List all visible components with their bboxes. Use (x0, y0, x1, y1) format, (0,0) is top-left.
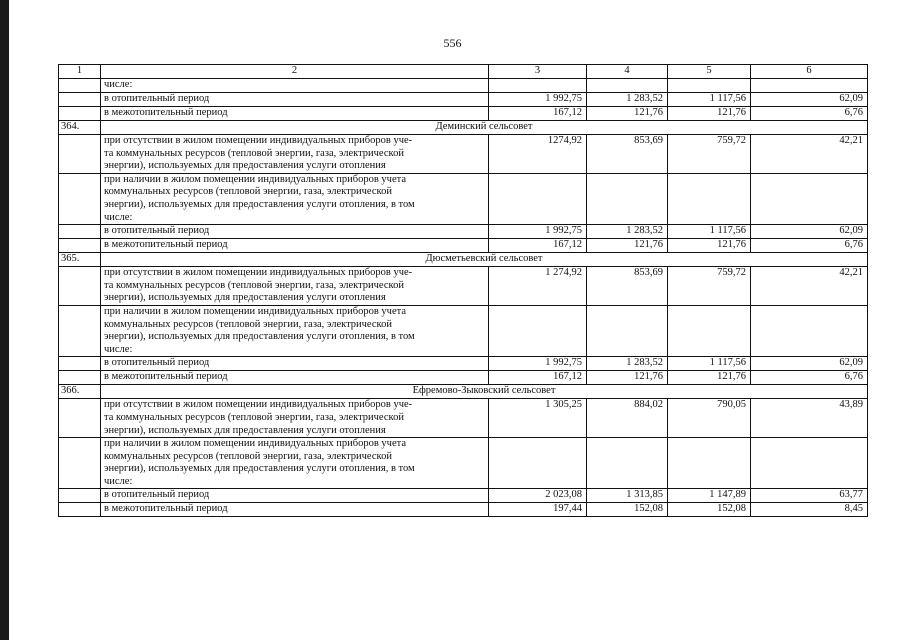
value-col-3: 167,12 (489, 371, 587, 385)
value-col-3: 197,44 (489, 503, 587, 517)
value-col-3: 167,12 (489, 239, 587, 253)
row-number (59, 357, 101, 371)
table-row (59, 489, 868, 503)
header-col-1: 1 (59, 65, 101, 79)
value-col-4: 1 283,52 (587, 93, 668, 107)
value-col-5 (668, 79, 751, 93)
table-row (59, 107, 868, 121)
value-col-4: 1 313,85 (587, 489, 668, 503)
row-number (59, 489, 101, 503)
row-description: при отсутствии в жилом помещении индивидуальных приборов уче- та коммунальных ресурсов (тепловой энергии, газа, электрической энергии), используемых для предоставления услуги отопления (101, 267, 489, 306)
header-row (59, 65, 868, 79)
table-row (59, 173, 868, 224)
row-number (59, 267, 101, 306)
table-row (59, 371, 868, 385)
value-col-5: 759,72 (668, 135, 751, 174)
row-number (59, 371, 101, 385)
value-col-3 (489, 305, 587, 356)
row-description: в межотопительный период (101, 107, 489, 121)
value-col-3: 1 305,25 (489, 399, 587, 438)
value-col-4: 121,76 (587, 371, 668, 385)
value-col-6 (751, 79, 868, 93)
value-col-5: 121,76 (668, 107, 751, 121)
value-col-5: 1 147,89 (668, 489, 751, 503)
section-title: Дюсметьевский сельсовет (101, 253, 868, 267)
value-col-4: 1 283,52 (587, 225, 668, 239)
scan-edge (0, 0, 9, 640)
table-row (59, 135, 868, 174)
row-number (59, 173, 101, 224)
value-col-3: 1 992,75 (489, 225, 587, 239)
row-description: в межотопительный период (101, 503, 489, 517)
value-col-5: 121,76 (668, 239, 751, 253)
value-col-6: 62,09 (751, 357, 868, 371)
value-col-5 (668, 173, 751, 224)
value-col-6: 42,21 (751, 267, 868, 306)
table-row (59, 357, 868, 371)
value-col-6: 42,21 (751, 135, 868, 174)
row-description: в межотопительный период (101, 371, 489, 385)
section-row (59, 253, 868, 267)
value-col-5: 1 117,56 (668, 357, 751, 371)
table-row (59, 267, 868, 306)
value-col-6: 43,89 (751, 399, 868, 438)
value-col-6: 62,09 (751, 93, 868, 107)
value-col-4: 1 283,52 (587, 357, 668, 371)
value-col-6: 63,77 (751, 489, 868, 503)
section-title: Деминский сельсовет (101, 121, 868, 135)
table-row (59, 305, 868, 356)
row-description: при наличии в жилом помещении индивидуальных приборов учета коммунальных ресурсов (тепловой энергии, газа, электрической энергии), используемых для предоставления услуги отопления, в том числе: (101, 173, 489, 224)
row-number (59, 225, 101, 239)
table-row (59, 438, 868, 489)
header-col-6: 6 (751, 65, 868, 79)
row-description: числе: (101, 79, 489, 93)
value-col-3: 2 023,08 (489, 489, 587, 503)
value-col-3: 1274,92 (489, 135, 587, 174)
value-col-3: 167,12 (489, 107, 587, 121)
row-number (59, 107, 101, 121)
value-col-3: 1 274,92 (489, 267, 587, 306)
row-description: в отопительный период (101, 489, 489, 503)
value-col-6: 6,76 (751, 107, 868, 121)
table-row (59, 79, 868, 93)
row-number (59, 399, 101, 438)
row-description: при отсутствии в жилом помещении индивидуальных приборов уче- та коммунальных ресурсов (тепловой энергии, газа, электрической энергии), используемых для предоставления услуги отопления (101, 399, 489, 438)
value-col-6 (751, 305, 868, 356)
row-description: в отопительный период (101, 357, 489, 371)
table-row (59, 399, 868, 438)
value-col-3: 1 992,75 (489, 93, 587, 107)
table-row (59, 93, 868, 107)
row-number (59, 239, 101, 253)
table-row (59, 225, 868, 239)
row-description: в межотопительный период (101, 239, 489, 253)
table-row (59, 503, 868, 517)
row-description: при наличии в жилом помещении индивидуальных приборов учета коммунальных ресурсов (тепловой энергии, газа, электрической энергии), используемых для предоставления услуги отопления, в том числе: (101, 438, 489, 489)
value-col-4 (587, 305, 668, 356)
value-col-3 (489, 173, 587, 224)
header-col-5: 5 (668, 65, 751, 79)
row-description: в отопительный период (101, 225, 489, 239)
value-col-4: 152,08 (587, 503, 668, 517)
value-col-5 (668, 438, 751, 489)
value-col-4: 853,69 (587, 267, 668, 306)
row-number (59, 438, 101, 489)
value-col-6: 62,09 (751, 225, 868, 239)
value-col-6: 8,45 (751, 503, 868, 517)
row-number (59, 503, 101, 517)
row-number: 364. (59, 121, 101, 135)
value-col-4: 121,76 (587, 107, 668, 121)
header-col-4: 4 (587, 65, 668, 79)
table-body (59, 65, 868, 517)
value-col-3 (489, 438, 587, 489)
value-col-4 (587, 79, 668, 93)
header-col-3: 3 (489, 65, 587, 79)
value-col-3 (489, 79, 587, 93)
value-col-5: 1 117,56 (668, 225, 751, 239)
value-col-5: 759,72 (668, 267, 751, 306)
header-col-2: 2 (101, 65, 489, 79)
table-row (59, 239, 868, 253)
row-number (59, 135, 101, 174)
section-row (59, 121, 868, 135)
row-number (59, 79, 101, 93)
value-col-4 (587, 173, 668, 224)
section-row (59, 385, 868, 399)
value-col-3: 1 992,75 (489, 357, 587, 371)
section-title: Ефремово-Зыковский сельсовет (101, 385, 868, 399)
tariff-table (58, 64, 868, 517)
value-col-4: 884,02 (587, 399, 668, 438)
row-number: 365. (59, 253, 101, 267)
value-col-5: 121,76 (668, 371, 751, 385)
value-col-5: 790,05 (668, 399, 751, 438)
value-col-6 (751, 438, 868, 489)
value-col-6: 6,76 (751, 371, 868, 385)
value-col-6: 6,76 (751, 239, 868, 253)
value-col-5 (668, 305, 751, 356)
row-number: 366. (59, 385, 101, 399)
row-description: в отопительный период (101, 93, 489, 107)
row-description: при отсутствии в жилом помещении индивидуальных приборов уче- та коммунальных ресурсов (тепловой энергии, газа, электрической энергии), используемых для предоставления услуги отопления (101, 135, 489, 174)
value-col-4: 853,69 (587, 135, 668, 174)
value-col-5: 152,08 (668, 503, 751, 517)
row-number (59, 93, 101, 107)
value-col-4: 121,76 (587, 239, 668, 253)
row-number (59, 305, 101, 356)
value-col-5: 1 117,56 (668, 93, 751, 107)
value-col-4 (587, 438, 668, 489)
row-description: при наличии в жилом помещении индивидуальных приборов учета коммунальных ресурсов (тепловой энергии, газа, электрической энергии), используемых для предоставления услуги отопления, в том числе: (101, 305, 489, 356)
page-number: 556 (443, 36, 462, 50)
value-col-6 (751, 173, 868, 224)
